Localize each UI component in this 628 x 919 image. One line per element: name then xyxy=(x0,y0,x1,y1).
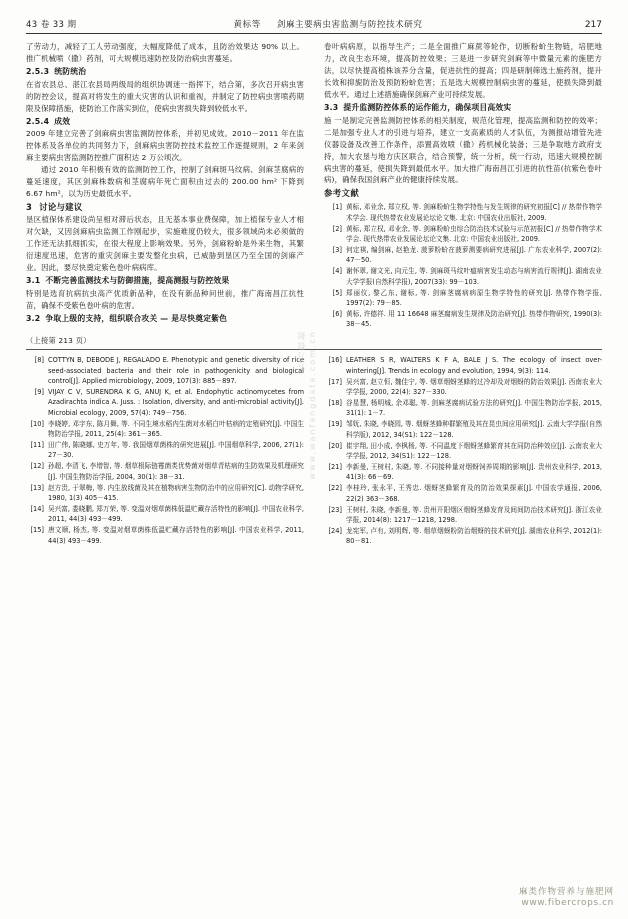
heading-text: 不断完善监测技术与防御措施，提高测报与防控效果 xyxy=(45,276,230,286)
reference-list-continued-right xyxy=(324,355,602,546)
reference-text: 田广伟, 陈晓娜, 史万年, 等. 我国烟草菌株的研究进展[J]. 中国烟草科学, 2006, 27(1): 27－30. xyxy=(48,441,304,460)
reference-list xyxy=(324,202,602,329)
page-number: 217 xyxy=(584,20,602,30)
reference-text: 郑丽仪, 黎乙东, 谢标, 等. 剑麻茎腐病病原生物学特性的研究[J]. 热带作物学报, 1997(2): 79－85. xyxy=(346,288,602,308)
heading-number: 3 xyxy=(26,202,33,213)
left-column xyxy=(26,41,304,330)
reference-text: 黄标, 许德祥. 用 11 16648 麻茎腐病发生规律及防治研究[J]. 热带作物研究, 1990(3): 38－45. xyxy=(346,310,602,329)
list-item xyxy=(324,224,602,245)
reference-text: 龙宪军, 卢有, 刘明辉, 等. 烟草烟蚜粉防治烟蚜的技术研究[J]. 湖南农业科学, 2012(1): 80－81. xyxy=(346,526,602,546)
list-item xyxy=(324,526,602,547)
reference-index: [8] xyxy=(34,356,44,365)
list-item xyxy=(324,288,602,309)
list-item xyxy=(324,398,602,419)
reference-index: [14] xyxy=(30,505,44,513)
reference-index: [18] xyxy=(328,398,342,407)
heading-text: 提升监测防控体系的运作能力，确保项目高效实 xyxy=(343,102,512,112)
reference-index: [13] xyxy=(30,483,44,492)
reference-list-continued-left xyxy=(26,355,304,546)
heading-number: 2.5.3 xyxy=(26,66,50,76)
right-column xyxy=(324,41,602,330)
reference-text: 谢怀翠, 谢文光, 向元生, 等. 剑麻斑马纹叶瘟病害发生动态与病害流行规律[J]. 湖南农业大学学报(自然科学报), 2007(33): 99－103. xyxy=(346,267,602,286)
reference-index: [6] xyxy=(332,310,342,318)
running-title-text: 剑麻主要病虫害监测与防控技术研究 xyxy=(276,20,423,30)
paragraph: 了劳动力，减轻了工人劳动强度，大幅度降低了成本，且防治效果达 90% 以上。推广机械喷（撒）药剂，可大规模迅速防控及防治病虫害蔓延。 xyxy=(26,42,304,63)
reference-index: [23] xyxy=(328,505,342,514)
volume-issue: 43 卷 33 期 xyxy=(26,20,77,30)
site-logo xyxy=(519,887,614,909)
bottom-left-column xyxy=(26,355,304,547)
paragraph: 卷叶病病原，以指导生产；二是全面推广麻蔗等轮作，切断粉蚧生物链，培肥地力，改良生态环境，提高防控效果；三是进一步研究剑麻等中微量元素的施肥方法，以尽快提高植株该养分含量，促进抗性的提高；四是研制筛选土施药剂，提升长效和抑旎防治及预防粉蚧危害；五是选大规模控制病虫害的蔓延，使损失降到最低水平。通过上述措施确保剑麻产业可持续发展。 xyxy=(324,42,602,99)
reference-index: [24] xyxy=(328,526,342,535)
reference-text: 孙超, 李清飞, 李增智, 等. 烟草根际链霉菌类优势菌对烟草青枯病的生防效果及机理研究[J]. 中国生物防治学报, 2004, 30(1): 38－31. xyxy=(48,462,304,481)
reference-index: [12] xyxy=(30,462,44,471)
reference-index: [3] xyxy=(332,246,342,255)
list-item xyxy=(324,245,602,266)
watermark-url: www.wanfangdata.com.cn xyxy=(308,330,317,480)
heading-number: 3.3 xyxy=(324,102,339,112)
list-item xyxy=(26,440,304,461)
reference-index: [21] xyxy=(328,462,342,471)
reference-index: [2] xyxy=(332,224,342,233)
list-item xyxy=(324,202,602,223)
list-item xyxy=(324,419,602,440)
list-item xyxy=(26,504,304,525)
article-running-title xyxy=(114,18,542,30)
site-logo-cn: 麻类作物营养与施肥网 xyxy=(518,887,614,898)
heading-number: 3.1 xyxy=(26,276,41,286)
list-item xyxy=(324,483,602,504)
running-head xyxy=(26,18,602,34)
list-item xyxy=(324,309,602,330)
reference-text: LEATHER S R, WALTERS K F A, BALE J S. The ecology of insect over-wintering[J]. Trends in ecology and evolution, 1994, 9(3): 114. xyxy=(346,356,602,375)
reference-index: [1] xyxy=(332,203,342,212)
list-item xyxy=(26,419,304,440)
heading-text: 成效 xyxy=(54,116,71,126)
reference-text: 王树村, 朱晓, 李新曼, 等. 贵州开阳烟区烟蚜茎蜂发育及间间防治技术研究[J]. 浙江农业学报, 2014(8): 1217－1218, 1298. xyxy=(346,505,602,524)
reference-text: 黄标, 郑立权, 邓业余, 等. 剑麻粉蚧虫综合防治技术试验与示范初报[C] // 热带作物学术学会. 现代热带农业发展论坛论文集. 北京: 中国农业出版社, 2009. xyxy=(346,224,602,244)
heading-number: 2.5.4 xyxy=(26,116,50,126)
list-item xyxy=(26,525,304,546)
reference-index: [15] xyxy=(30,526,44,535)
main-columns xyxy=(26,41,602,330)
reference-index: [4] xyxy=(332,267,342,276)
list-item xyxy=(26,461,304,482)
list-item xyxy=(26,387,304,418)
paragraph: 在省农县总、湛江农县局两级局的组织协调迷一指挥下，结合第，多次召开病虫害的防控会议，提高对将发生的重大灾害的认识和重视，并制定了防控病虫害喷药期限及保障措施，使防治工作落实到位，使病虫害损失降到较低水平。 xyxy=(26,79,304,113)
reference-text: 赵方贵, 于翠梅, 等. 内生放线菌及其在植物病害生物防治中的应用研究[C]. 动物学研究, 1980, 1(3) 405－415. xyxy=(48,483,304,503)
paragraph: 垦区植保体系建设尚呈相对滞后状态，且无基本事业费保障，加上植保专业人才相对欠缺，又因剑麻病虫监测工作刚起步，实施难度仍较大，很多领域尚未必须做的工作还无法抓细抓实，在很大程度上影响效果。另外，剑麻粉蚧是外来生物，其繁衍速度迅速，危害的重灾剑麻主要发整化虫病，已威胁到垦区乃至全国的剑麻产业。因此，要尽快奠定紫色卷叶病病库。 xyxy=(26,215,304,273)
heading-text: 讨论与建议 xyxy=(39,202,83,213)
watermark-text: 万方数据 xyxy=(297,330,306,370)
reference-index: [20] xyxy=(328,441,342,450)
reference-text: 黄标, 邓业余, 郑立权, 等. 剑麻粉蚧生物学特性与发生规律的研究初报[C] // 热带作物学术学会. 现代热带农业发展论坛论文集. 北京: 中国农业出版社, 2009. xyxy=(346,203,602,222)
list-item xyxy=(26,355,304,386)
heading-3-1 xyxy=(26,274,304,288)
reference-index: [19] xyxy=(328,420,342,429)
heading-text: 统防统治 xyxy=(54,66,87,76)
heading-number: 3.2 xyxy=(26,313,41,323)
reference-index: [22] xyxy=(328,484,342,493)
paragraph: 特别是选育抗病抗虫高产优质新品种，在没有新品种问世前，推广海南昌江抗性苗，确保不受紫色卷叶病的危害。 xyxy=(26,288,304,310)
reference-index: [11] xyxy=(30,441,44,450)
reference-text: 何定祺, 编剑麻, 赵艳龙. 菠萝粉蚧在菠萝测要病研究进展[J]. 广东农业科学, 2007(2): 47－50. xyxy=(346,246,602,265)
list-item xyxy=(324,462,602,483)
references-heading: 参考文献 xyxy=(324,188,360,199)
reference-index: [17] xyxy=(328,377,342,386)
reference-text: 吴兴富, 赵立恒, 魏佳宁, 等. 烟草烟蚜茎蜂的过冷却及对烟蚜的防治效果[J]. 西南农业大学学报, 2000, 22(4): 327－330. xyxy=(346,377,602,397)
heading-2-5-3 xyxy=(26,65,304,79)
heading-3-2 xyxy=(26,312,304,326)
reference-text: 邹妩, 朱晓, 李晓园, 等. 烟蚜茎蜂种群繁殖及其在昆虫间应用研究[J]. 云南大学学报(自然科学版), 2012, 34(S1): 122－128. xyxy=(346,420,602,439)
reference-index: [16] xyxy=(328,356,342,365)
continued-from-note: （上接第 213 页） xyxy=(26,336,91,346)
bottom-columns xyxy=(26,355,602,547)
paragraph: 通过 2010 年积极有效的监测防控工作，控制了剑麻斑马纹病、剑麻茎腐病的蔓延速度，其区剑麻株数病和茎腐病年死亡面积由过去的 200.00 hm² 下降到 6.67 hm²，以为历史最低水平。 xyxy=(26,165,304,199)
reference-text: 崔宇翔, 田小成, 李枫杨, 等. 不同温度下烟蚜茎蜂繁育其在同防治种效应[J]. 云南农业大学学报, 2012, 34(S1): 122－128. xyxy=(346,441,602,460)
running-authors: 黄标等 xyxy=(233,20,261,30)
reference-index: [10] xyxy=(30,419,44,428)
reference-index: [9] xyxy=(34,388,44,397)
reference-text: 唐文顺, 杨杰, 等. 变温对烟草菌株低温贮藏存活特性的影响[J]. 中国农业科学, 2011, 44(3) 493－499. xyxy=(48,526,304,545)
reference-text: 谷星慧, 杨明城, 余邓聪, 等. 剑麻茎腐病试验方法的研究[J]. 中国生物防治学报, 2015, 31(1): 1－7. xyxy=(346,398,602,418)
list-item xyxy=(324,355,602,376)
bottom-right-column xyxy=(324,355,602,547)
reference-text: 李新曼, 王树村, 朱晓, 等. 不同接种量对烟蚜饲养周期的影响[J]. 贵州农业科学, 2013, 41(3): 66－69. xyxy=(346,462,602,482)
list-item xyxy=(324,441,602,462)
reference-text: COTTYN B, DEBODE J, REGALADO E. Phenotypic and genetic diversity of rice seed-associated bacteria and their role in pathogenicity and biological control[J]. Applied microbiology, 2009, 107(3): 885－897. xyxy=(48,356,304,386)
heading-text: 争取上级的支持，组织联合攻关 — 是尽快奠定紫色 xyxy=(45,313,228,323)
heading-3 xyxy=(26,200,304,214)
section-divider xyxy=(26,349,602,350)
reference-text: 李晓婷, 邓宇东, 陈月舞, 等. 不同生境水稻内生菌对水稻白叶枯病的定殖研究[J]. 中国生物防治学报, 2011, 25(4): 361－365. xyxy=(48,419,304,439)
list-item xyxy=(324,377,602,398)
list-item xyxy=(26,483,304,504)
heading-3-3 xyxy=(324,101,602,115)
paragraph: 施 一是制定完善监测防控体系的相关制度，规范化管理，提高监测和防控的效率；二是加强专业人才的引进与培养，建立一支高素质的人才队伍，为测报站增管先进仪器设备及改善工作条件，添置高效喷（撒）药机械化装备；三是争取地方政府支持，加大农垦与地方庆区联合，结合预警，统一分析，统一行动，迅速大规模控制病虫害的蔓延，使损失降到最低水平。加大推广海南昌江引进的抗性苗(抗紫色卷叶病)，确保我国剑麻产业的健康持续发展。 xyxy=(324,115,602,185)
reference-index: [5] xyxy=(332,288,342,297)
list-item xyxy=(324,505,602,526)
list-item xyxy=(324,266,602,287)
heading-2-5-4 xyxy=(26,115,304,129)
reference-text: VIJAY C V, SURENDRA K G, ANUJ K, et al. Endophytic actinomycetes from Azadirachta indica A. Juss. : Isolation, diversity, and anti-microbial activity[J]. Microbial ecology, 2009, 57(4): 749－756. xyxy=(48,388,304,417)
paragraph: 2009 年建立完善了剑麻病虫害监测防控体系，并初见成效。2010－2011 年在监控体系及各单位的共同努力下，剑麻病虫害防控技术监控工作逐提规则，2 年来剑麻主要病虫害监测防控推广面积达 2 万公顷次。 xyxy=(26,129,304,163)
reference-text: 李桂玲, 张永平, 王秀忠. 烟蚜茎蜂繁育及的防治效果探素[J]. 中国农学通报, 2006, 22(2) 363－368. xyxy=(346,484,602,503)
site-logo-url: www.fibercrops.cn xyxy=(521,897,614,908)
reference-text: 吴兴富, 娄晓鹏, 郑万荣, 等. 变温对烟草菌株低温贮藏存活特性的影响[J]. 中国农业科学, 2011, 44(3) 493－499. xyxy=(48,505,304,524)
